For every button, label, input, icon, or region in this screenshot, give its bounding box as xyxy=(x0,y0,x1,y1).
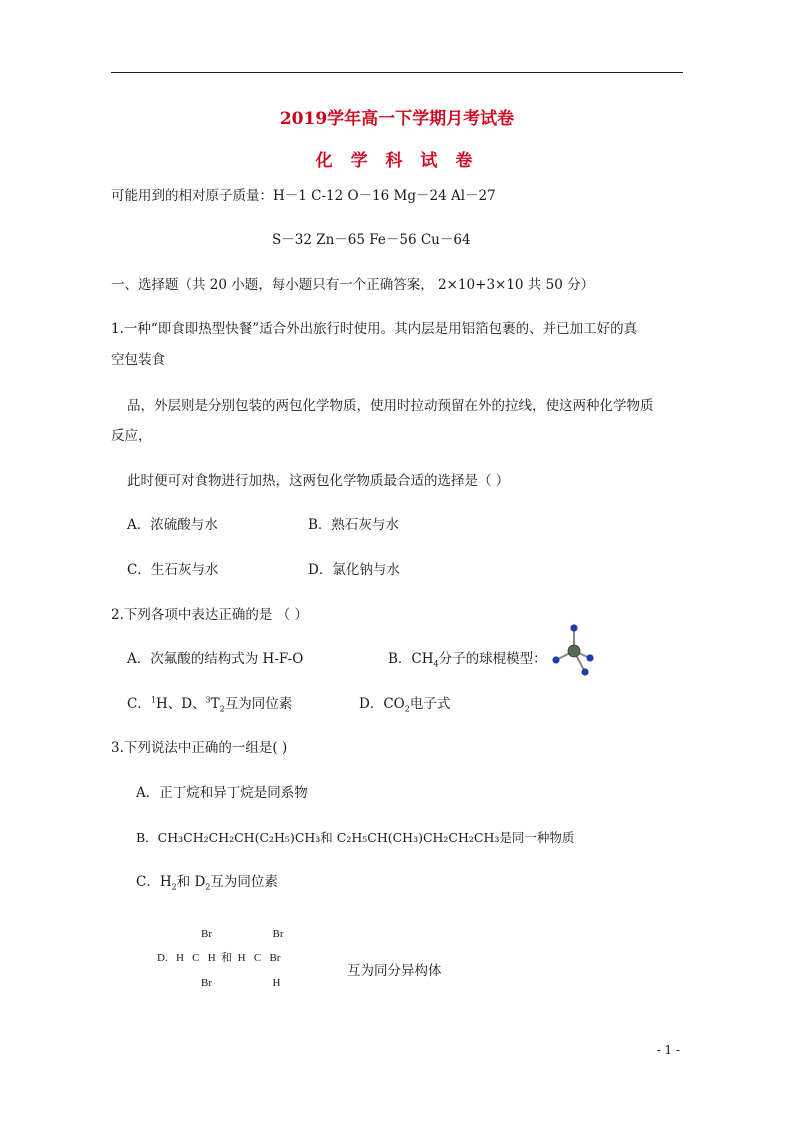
q3-stem: 3.下列说法中正确的一组是( ) xyxy=(111,740,288,756)
q3-option-b: B．CH₃CH₂CH₂CH(C₂H₅)CH₃和 C₂H₅CH(CH₃)CH₂CH₂CH₃是同一种物质 xyxy=(136,830,575,845)
page-number: - 1 - xyxy=(656,1043,680,1057)
q2-stem: 2.下列各项中表达正确的是 （ ） xyxy=(111,607,308,623)
q1-option-a: A．浓硫酸与水 xyxy=(127,517,218,533)
q1-line2: 空包装食 xyxy=(111,352,165,368)
q3-option-d-structure-middle: D. H C H 和 H C Br xyxy=(157,952,281,964)
header-rule xyxy=(111,72,683,73)
q2-option-d: D．$CO_2$电子式 xyxy=(359,696,451,714)
q2-option-c: C．$^1$H、D、$^3T_2$互为同位素 xyxy=(127,695,293,714)
exam-title: 2019学年高一下学期月考试卷 xyxy=(279,109,515,129)
q1-line1: 1.一种“即食即热型快餐”适合外出旅行时使用。其内层是用铝箔包裹的、并已加工好的真 xyxy=(111,321,638,337)
q1-line3: 品，外层则是分别包装的两包化学物质，使用时拉动预留在外的拉线，使这两种化学物质 xyxy=(127,398,654,414)
q3-option-a: A．正丁烷和异丁烷是同系物 xyxy=(136,785,308,801)
q3-option-d-structure-top: Br Br xyxy=(201,928,284,940)
exam-subtitle: 化 学 科 试 卷 xyxy=(315,151,479,171)
q2-option-a: A．次氟酸的结构式为 H-F-O xyxy=(127,651,304,667)
q2-option-b: B．$CH_4$分子的球棍模型： xyxy=(388,651,547,669)
atomic-masses-line1: 可能用到的相对原子质量：H－1 C-12 O－16 Mg－24 Al－27 xyxy=(111,188,496,204)
q3-option-d-structure-bottom: Br H xyxy=(201,977,281,989)
q3-option-c: C．$H_2$和 $D_2$互为同位素 xyxy=(136,874,278,892)
ch4-ball-and-stick-model-icon xyxy=(548,622,600,680)
q1-option-c: C．生石灰与水 xyxy=(127,562,219,578)
q3-option-d-suffix: 互为同分异构体 xyxy=(347,963,442,979)
q1-option-d: D．氯化钠与水 xyxy=(308,562,400,578)
atomic-masses-line2: S－32 Zn－65 Fe－56 Cu－64 xyxy=(272,232,471,248)
q1-line4: 反应， xyxy=(111,428,152,444)
q1-option-b: B．熟石灰与水 xyxy=(308,517,399,533)
q1-line5: 此时便可对食物进行加热，这两包化学物质最合适的选择是（ ） xyxy=(127,473,510,489)
section1-heading: 一、选择题（共 20 小题，每小题只有一个正确答案， 2×10+3×10 共 50 分） xyxy=(111,277,595,293)
